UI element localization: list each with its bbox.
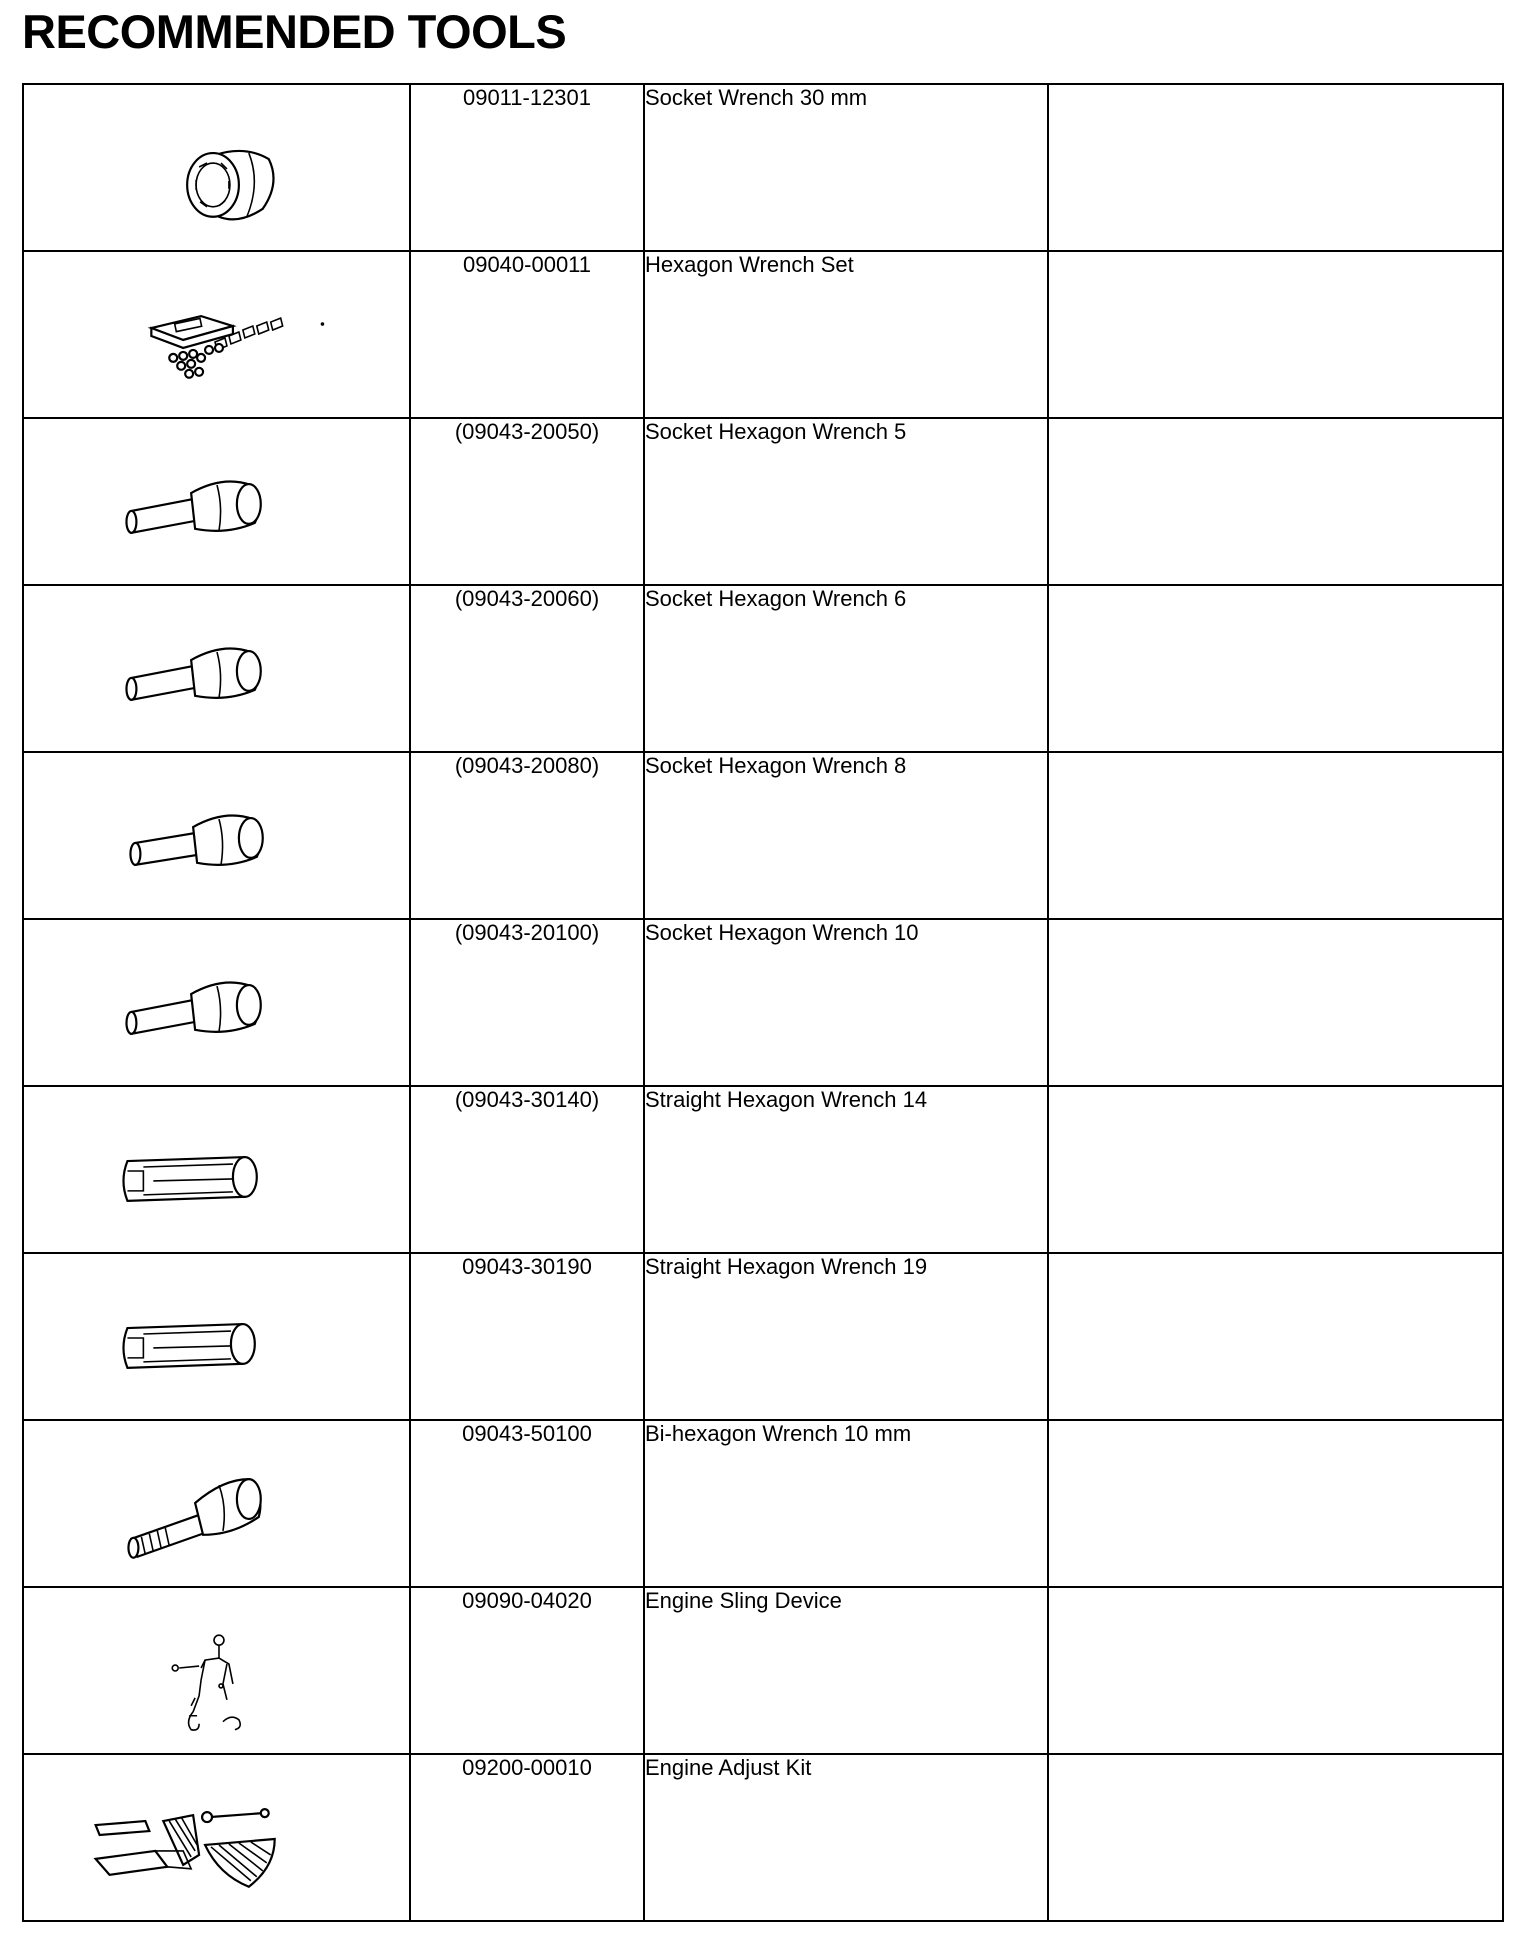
blank-cell bbox=[1048, 1754, 1503, 1921]
blank-cell bbox=[1048, 1420, 1503, 1587]
tool-name: Engine Sling Device bbox=[644, 1587, 1048, 1754]
blank-cell bbox=[1048, 919, 1503, 1086]
table-row bbox=[23, 585, 1503, 752]
engine-adjust-kit-icon bbox=[24, 1755, 409, 1920]
tool-image-cell bbox=[23, 919, 410, 1086]
blank-cell bbox=[1048, 251, 1503, 418]
table-row bbox=[23, 1086, 1503, 1253]
tool-name: Socket Hexagon Wrench 6 bbox=[644, 585, 1048, 752]
tool-image-cell bbox=[23, 752, 410, 919]
socket-hexagon-wrench-icon bbox=[24, 753, 409, 918]
part-number: 09011-12301 bbox=[410, 84, 644, 251]
socket-wrench-icon bbox=[24, 85, 409, 250]
table-row bbox=[23, 752, 1503, 919]
tool-name: Hexagon Wrench Set bbox=[644, 251, 1048, 418]
tool-image-cell bbox=[23, 1086, 410, 1253]
table-row bbox=[23, 418, 1503, 585]
table-row bbox=[23, 251, 1503, 418]
tool-name: Socket Hexagon Wrench 10 bbox=[644, 919, 1048, 1086]
tool-name: Bi-hexagon Wrench 10 mm bbox=[644, 1420, 1048, 1587]
tool-image-cell bbox=[23, 418, 410, 585]
table-row bbox=[23, 919, 1503, 1086]
part-number: (09043-20050) bbox=[410, 418, 644, 585]
page-title: RECOMMENDED TOOLS bbox=[22, 5, 567, 58]
tool-image-cell bbox=[23, 1420, 410, 1587]
socket-hexagon-wrench-icon bbox=[24, 419, 409, 584]
tool-name: Socket Hexagon Wrench 8 bbox=[644, 752, 1048, 919]
part-number: (09043-20080) bbox=[410, 752, 644, 919]
tool-name: Engine Adjust Kit bbox=[644, 1754, 1048, 1921]
socket-hexagon-wrench-icon bbox=[24, 586, 409, 751]
blank-cell bbox=[1048, 1086, 1503, 1253]
part-number: 09040-00011 bbox=[410, 251, 644, 418]
part-number: 09200-00010 bbox=[410, 1754, 644, 1921]
straight-hexagon-wrench-icon bbox=[24, 1087, 409, 1252]
part-number: 09043-30190 bbox=[410, 1253, 644, 1420]
part-number: (09043-30140) bbox=[410, 1086, 644, 1253]
blank-cell bbox=[1048, 1587, 1503, 1754]
socket-hexagon-wrench-icon bbox=[24, 920, 409, 1085]
table-row bbox=[23, 1587, 1503, 1754]
straight-hexagon-wrench-icon bbox=[24, 1254, 409, 1419]
blank-cell bbox=[1048, 585, 1503, 752]
blank-cell bbox=[1048, 418, 1503, 585]
part-number: (09043-20100) bbox=[410, 919, 644, 1086]
table-row bbox=[23, 1253, 1503, 1420]
bi-hexagon-wrench-icon bbox=[24, 1421, 409, 1586]
part-number: 09043-50100 bbox=[410, 1420, 644, 1587]
tool-image-cell bbox=[23, 1253, 410, 1420]
hexagon-wrench-set-icon bbox=[24, 252, 409, 417]
table-row bbox=[23, 84, 1503, 251]
part-number: (09043-20060) bbox=[410, 585, 644, 752]
tool-name: Socket Wrench 30 mm bbox=[644, 84, 1048, 251]
part-number: 09090-04020 bbox=[410, 1587, 644, 1754]
blank-cell bbox=[1048, 1253, 1503, 1420]
tools-table bbox=[22, 83, 1504, 1922]
tool-image-cell bbox=[23, 585, 410, 752]
engine-sling-device-icon bbox=[24, 1588, 409, 1753]
tool-name: Socket Hexagon Wrench 5 bbox=[644, 418, 1048, 585]
table-row bbox=[23, 1754, 1503, 1921]
tool-image-cell bbox=[23, 84, 410, 251]
blank-cell bbox=[1048, 752, 1503, 919]
tool-name: Straight Hexagon Wrench 19 bbox=[644, 1253, 1048, 1420]
tool-image-cell bbox=[23, 251, 410, 418]
blank-cell bbox=[1048, 84, 1503, 251]
tool-image-cell bbox=[23, 1754, 410, 1921]
tool-image-cell bbox=[23, 1587, 410, 1754]
table-row bbox=[23, 1420, 1503, 1587]
tool-name: Straight Hexagon Wrench 14 bbox=[644, 1086, 1048, 1253]
